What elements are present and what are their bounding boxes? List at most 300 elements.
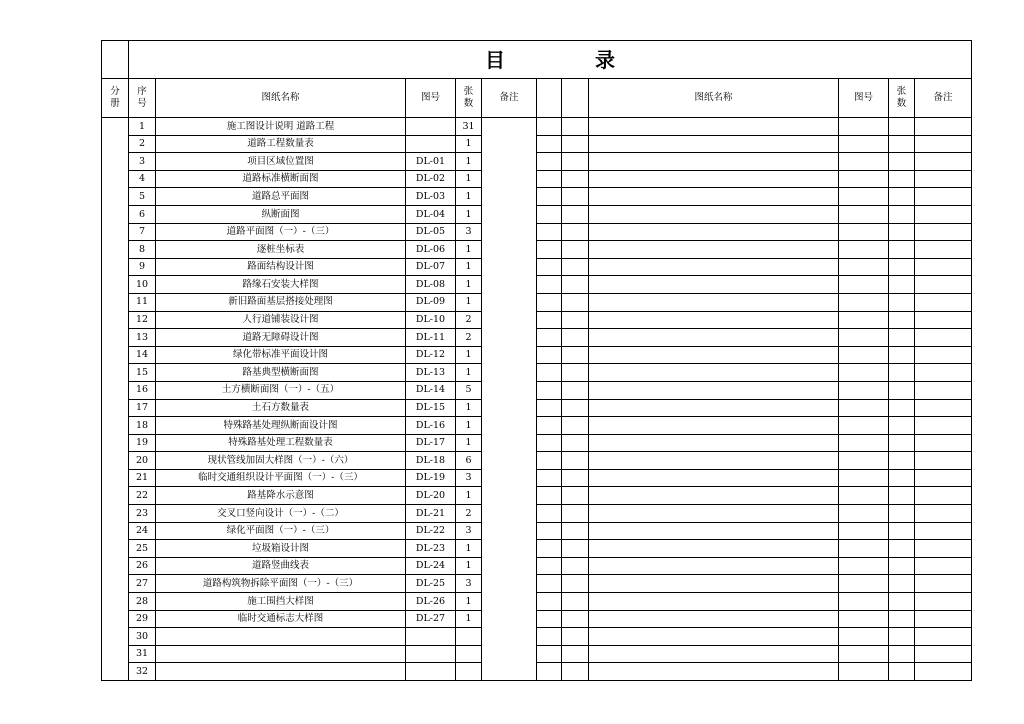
- header-seq: [129, 79, 156, 118]
- drawing-code-cell-right: [839, 399, 889, 417]
- table-row: [102, 311, 972, 329]
- sheet-count-cell: 3: [456, 469, 482, 487]
- drawing-code-cell-right: [839, 469, 889, 487]
- drawing-code-cell-right: [839, 188, 889, 206]
- blank-cell-right: [562, 170, 589, 188]
- sheet-count-cell-right: [889, 540, 915, 558]
- blank-cell-right: [562, 258, 589, 276]
- table-row: [102, 258, 972, 276]
- title-corner-cell: [102, 41, 129, 79]
- drawing-code-cell-right: [839, 293, 889, 311]
- blank-cell-left: [537, 276, 562, 294]
- sheet-count-cell: 1: [456, 610, 482, 628]
- sheet-count-cell: 6: [456, 452, 482, 470]
- sheet-count-cell: 1: [456, 293, 482, 311]
- header-volume-line2: 册: [110, 98, 120, 109]
- sheet-count-cell-right: [889, 399, 915, 417]
- drawing-code-cell: DL-20: [406, 487, 456, 505]
- drawing-code-cell-right: [839, 593, 889, 611]
- sheet-count-cell: 1: [456, 417, 482, 435]
- sheet-count-cell: 3: [456, 522, 482, 540]
- drawing-code-cell: DL-05: [406, 223, 456, 241]
- sheet-count-cell: [456, 645, 482, 663]
- drawing-code-cell: DL-18: [406, 452, 456, 470]
- drawing-name-cell-right: [589, 170, 839, 188]
- blank-cell-right: [562, 188, 589, 206]
- sheet-count-cell-right: [889, 557, 915, 575]
- table-row: [102, 188, 972, 206]
- drawing-name-cell: 道路竖曲线表: [156, 557, 406, 575]
- sheet-count-cell: 1: [456, 346, 482, 364]
- drawing-code-cell: DL-03: [406, 188, 456, 206]
- seq-cell: 18: [129, 417, 156, 435]
- drawing-name-cell-right: [589, 381, 839, 399]
- blank-cell-right: [562, 329, 589, 347]
- table-row: [102, 153, 972, 171]
- drawing-name-cell: 垃圾箱设计图: [156, 540, 406, 558]
- header-volume: [102, 79, 129, 118]
- sheet-count-cell: 3: [456, 223, 482, 241]
- drawing-code-cell-right: [839, 153, 889, 171]
- blank-cell-right: [562, 364, 589, 382]
- table-row: [102, 610, 972, 628]
- blank-cell-right: [562, 417, 589, 435]
- table-row: [102, 663, 972, 681]
- remark-cell-right: [915, 434, 972, 452]
- header-blank-right: [562, 79, 589, 118]
- blank-cell-right: [562, 557, 589, 575]
- drawing-code-cell: DL-23: [406, 540, 456, 558]
- sheet-count-cell: 2: [456, 505, 482, 523]
- table-row: [102, 505, 972, 523]
- drawing-code-cell: DL-01: [406, 153, 456, 171]
- drawing-name-cell: 道路构筑物拆除平面图（一）-（三）: [156, 575, 406, 593]
- sheet-count-cell-right: [889, 311, 915, 329]
- blank-cell-left: [537, 540, 562, 558]
- drawing-code-cell-right: [839, 241, 889, 259]
- table-row: [102, 452, 972, 470]
- header-sheets: [456, 79, 482, 118]
- table-row: [102, 522, 972, 540]
- table-row: [102, 645, 972, 663]
- remark-cell-right: [915, 575, 972, 593]
- remark-cell-right: [915, 241, 972, 259]
- blank-cell-left: [537, 346, 562, 364]
- drawing-code-cell: DL-24: [406, 557, 456, 575]
- drawing-code-cell: DL-09: [406, 293, 456, 311]
- remark-cell-right: [915, 364, 972, 382]
- drawing-code-cell-right: [839, 417, 889, 435]
- drawing-name-cell: 逐桩坐标表: [156, 241, 406, 259]
- drawing-name-cell-right: [589, 540, 839, 558]
- seq-cell: 6: [129, 205, 156, 223]
- sheet-count-cell-right: [889, 118, 915, 136]
- blank-cell-right: [562, 346, 589, 364]
- drawing-code-cell-right: [839, 364, 889, 382]
- seq-cell: 26: [129, 557, 156, 575]
- table-row: [102, 346, 972, 364]
- drawing-name-cell-right: [589, 346, 839, 364]
- seq-cell: 10: [129, 276, 156, 294]
- blank-cell-left: [537, 135, 562, 153]
- blank-cell-right: [562, 469, 589, 487]
- sheet-count-cell-right: [889, 628, 915, 646]
- sheet-count-cell-right: [889, 241, 915, 259]
- drawing-name-cell: 路基降水示意图: [156, 487, 406, 505]
- table-row: [102, 241, 972, 259]
- remark-cell-right: [915, 417, 972, 435]
- drawing-code-cell-right: [839, 434, 889, 452]
- table-row: [102, 417, 972, 435]
- drawing-name-cell-right: [589, 118, 839, 136]
- table-row: [102, 628, 972, 646]
- drawing-name-cell: 施工围挡大样图: [156, 593, 406, 611]
- sheet-count-cell: 2: [456, 329, 482, 347]
- drawing-name-cell-right: [589, 364, 839, 382]
- sheet-count-cell-right: [889, 170, 915, 188]
- drawing-name-cell-right: [589, 276, 839, 294]
- drawing-name-cell: 人行道铺装设计图: [156, 311, 406, 329]
- table-row: [102, 118, 972, 136]
- remark-cell-right: [915, 663, 972, 681]
- sheet-count-cell: 1: [456, 487, 482, 505]
- remark-cell-right: [915, 610, 972, 628]
- blank-cell-right: [562, 487, 589, 505]
- header-seq-line2: 号: [137, 98, 147, 109]
- drawing-name-cell-right: [589, 469, 839, 487]
- seq-cell: 13: [129, 329, 156, 347]
- blank-cell-right: [562, 522, 589, 540]
- seq-cell: 9: [129, 258, 156, 276]
- blank-cell-left: [537, 434, 562, 452]
- blank-cell-left: [537, 364, 562, 382]
- sheet-count-cell: 1: [456, 364, 482, 382]
- drawing-code-cell-right: [839, 610, 889, 628]
- drawing-code-cell-right: [839, 311, 889, 329]
- drawing-code-cell: DL-22: [406, 522, 456, 540]
- drawing-code-cell: DL-14: [406, 381, 456, 399]
- drawing-code-cell-right: [839, 628, 889, 646]
- blank-cell-left: [537, 153, 562, 171]
- blank-cell-right: [562, 241, 589, 259]
- seq-cell: 29: [129, 610, 156, 628]
- sheet-count-cell-right: [889, 469, 915, 487]
- blank-cell-right: [562, 135, 589, 153]
- seq-cell: 20: [129, 452, 156, 470]
- drawing-name-cell: 道路工程数量表: [156, 135, 406, 153]
- drawing-code-cell: DL-25: [406, 575, 456, 593]
- drawing-code-cell: [406, 135, 456, 153]
- drawing-name-cell-right: [589, 399, 839, 417]
- drawing-name-cell: 特殊路基处理工程数量表: [156, 434, 406, 452]
- table-row: [102, 593, 972, 611]
- blank-cell-left: [537, 311, 562, 329]
- header-seq-line1: 序: [137, 86, 147, 98]
- header-remark-right: 备注: [915, 79, 972, 118]
- blank-cell-right: [562, 593, 589, 611]
- drawing-name-cell-right: [589, 205, 839, 223]
- volume-cell: [102, 118, 129, 681]
- drawing-code-cell: [406, 663, 456, 681]
- blank-cell-left: [537, 557, 562, 575]
- drawing-name-cell: 绿化带标准平面设计图: [156, 346, 406, 364]
- remark-cell-right: [915, 628, 972, 646]
- drawing-name-cell-right: [589, 223, 839, 241]
- blank-cell-right: [562, 452, 589, 470]
- drawing-code-cell: DL-19: [406, 469, 456, 487]
- drawing-name-cell: 路基典型横断面图: [156, 364, 406, 382]
- sheet-count-cell: 2: [456, 311, 482, 329]
- seq-cell: 11: [129, 293, 156, 311]
- drawing-code-cell: DL-17: [406, 434, 456, 452]
- sheet-count-cell-right: [889, 452, 915, 470]
- drawing-name-cell: 土方横断面图（一）-（五）: [156, 381, 406, 399]
- blank-cell-right: [562, 434, 589, 452]
- sheet-count-cell: 1: [456, 241, 482, 259]
- seq-cell: 8: [129, 241, 156, 259]
- remark-cell-right: [915, 381, 972, 399]
- sheet-count-cell: 3: [456, 575, 482, 593]
- drawing-name-cell-right: [589, 557, 839, 575]
- drawing-code-cell-right: [839, 540, 889, 558]
- blank-cell-right: [562, 276, 589, 294]
- blank-cell-left: [537, 170, 562, 188]
- sheet-count-cell-right: [889, 522, 915, 540]
- seq-cell: 15: [129, 364, 156, 382]
- sheet-count-cell-right: [889, 346, 915, 364]
- seq-cell: 12: [129, 311, 156, 329]
- page-title: 目录: [485, 47, 706, 72]
- drawing-name-cell-right: [589, 329, 839, 347]
- drawing-code-cell: DL-16: [406, 417, 456, 435]
- drawing-name-cell: 道路平面图（一）-（三）: [156, 223, 406, 241]
- drawing-code-cell-right: [839, 205, 889, 223]
- blank-cell-left: [537, 505, 562, 523]
- table-row: [102, 364, 972, 382]
- drawing-name-cell: 绿化平面图（一）-（三）: [156, 522, 406, 540]
- blank-cell-right: [562, 645, 589, 663]
- remark-cell-right: [915, 645, 972, 663]
- remark-cell-right: [915, 293, 972, 311]
- drawing-code-cell-right: [839, 575, 889, 593]
- drawing-code-cell-right: [839, 663, 889, 681]
- seq-cell: 22: [129, 487, 156, 505]
- header-sheets-line1: 张: [463, 86, 474, 98]
- sheet-count-cell: 1: [456, 399, 482, 417]
- drawing-code-cell-right: [839, 329, 889, 347]
- drawing-name-cell-right: [589, 645, 839, 663]
- seq-cell: 28: [129, 593, 156, 611]
- remark-cell-right: [915, 346, 972, 364]
- drawing-name-cell: 纵断面图: [156, 205, 406, 223]
- blank-cell-left: [537, 645, 562, 663]
- drawing-name-cell-right: [589, 663, 839, 681]
- drawing-name-cell-right: [589, 135, 839, 153]
- sheet-count-cell-right: [889, 487, 915, 505]
- seq-cell: 2: [129, 135, 156, 153]
- drawing-name-cell-right: [589, 575, 839, 593]
- seq-cell: 7: [129, 223, 156, 241]
- blank-cell-left: [537, 118, 562, 136]
- seq-cell: 27: [129, 575, 156, 593]
- sheet-count-cell: 1: [456, 153, 482, 171]
- drawing-name-cell-right: [589, 241, 839, 259]
- drawing-code-cell: DL-13: [406, 364, 456, 382]
- sheet-count-cell: 1: [456, 135, 482, 153]
- drawing-code-cell: DL-12: [406, 346, 456, 364]
- blank-cell-left: [537, 188, 562, 206]
- blank-cell-left: [537, 241, 562, 259]
- blank-cell-right: [562, 293, 589, 311]
- drawing-name-cell: 道路标准横断面图: [156, 170, 406, 188]
- seq-cell: 31: [129, 645, 156, 663]
- seq-cell: 21: [129, 469, 156, 487]
- seq-cell: 30: [129, 628, 156, 646]
- sheet-count-cell-right: [889, 593, 915, 611]
- header-sheets-line2: 数: [463, 98, 474, 109]
- remark-cell-right: [915, 505, 972, 523]
- table-row: [102, 487, 972, 505]
- remark-cell-right: [915, 223, 972, 241]
- drawing-code-cell: DL-10: [406, 311, 456, 329]
- drawing-code-cell-right: [839, 381, 889, 399]
- header-sheets-right: [889, 79, 915, 118]
- remark-cell-right: [915, 135, 972, 153]
- drawing-name-cell-right: [589, 434, 839, 452]
- seq-cell: 19: [129, 434, 156, 452]
- drawing-code-cell-right: [839, 487, 889, 505]
- remark-cell-right: [915, 205, 972, 223]
- drawing-code-cell-right: [839, 135, 889, 153]
- sheet-count-cell: 31: [456, 118, 482, 136]
- drawing-code-cell: DL-21: [406, 505, 456, 523]
- seq-cell: 25: [129, 540, 156, 558]
- header-code-right: 图号: [839, 79, 889, 118]
- sheet-count-cell: [456, 663, 482, 681]
- blank-cell-left: [537, 663, 562, 681]
- drawing-code-cell-right: [839, 170, 889, 188]
- blank-cell-left: [537, 293, 562, 311]
- seq-cell: 3: [129, 153, 156, 171]
- drawing-code-cell: DL-26: [406, 593, 456, 611]
- drawing-name-cell: 现状管线加固大样图（一）-（六）: [156, 452, 406, 470]
- drawing-name-cell-right: [589, 452, 839, 470]
- sheet-count-cell: 1: [456, 188, 482, 206]
- table-row: [102, 205, 972, 223]
- drawing-name-cell: 路缘石安装大样图: [156, 276, 406, 294]
- remark-cell-right: [915, 593, 972, 611]
- drawing-name-cell-right: [589, 487, 839, 505]
- blank-cell-left: [537, 417, 562, 435]
- seq-cell: 24: [129, 522, 156, 540]
- drawing-name-cell-right: [589, 311, 839, 329]
- header-row: [102, 79, 972, 118]
- table-row: [102, 170, 972, 188]
- drawing-index-table: [101, 40, 972, 681]
- blank-cell-right: [562, 505, 589, 523]
- blank-cell-left: [537, 399, 562, 417]
- sheet-count-cell: 1: [456, 540, 482, 558]
- drawing-code-cell: DL-15: [406, 399, 456, 417]
- drawing-code-cell: DL-04: [406, 205, 456, 223]
- remark-cell-right: [915, 469, 972, 487]
- remark-cell-right: [915, 170, 972, 188]
- sheet-count-cell: 5: [456, 381, 482, 399]
- table-row: [102, 329, 972, 347]
- header-name-right: 图纸名称: [589, 79, 839, 118]
- drawing-name-cell-right: [589, 593, 839, 611]
- blank-cell-right: [562, 540, 589, 558]
- blank-cell-right: [562, 610, 589, 628]
- blank-cell-left: [537, 487, 562, 505]
- sheet-count-cell-right: [889, 293, 915, 311]
- blank-cell-left: [537, 628, 562, 646]
- seq-cell: 4: [129, 170, 156, 188]
- sheet-count-cell-right: [889, 188, 915, 206]
- blank-cell-left: [537, 205, 562, 223]
- blank-cell-right: [562, 575, 589, 593]
- drawing-name-cell-right: [589, 610, 839, 628]
- table-row: [102, 557, 972, 575]
- blank-cell-right: [562, 311, 589, 329]
- title-row: [102, 41, 972, 79]
- drawing-code-cell-right: [839, 557, 889, 575]
- sheet-count-cell-right: [889, 329, 915, 347]
- drawing-code-cell: DL-07: [406, 258, 456, 276]
- header-code: 图号: [406, 79, 456, 118]
- seq-cell: 32: [129, 663, 156, 681]
- drawing-code-cell-right: [839, 346, 889, 364]
- drawing-name-cell: 道路总平面图: [156, 188, 406, 206]
- seq-cell: 5: [129, 188, 156, 206]
- drawing-name-cell-right: [589, 522, 839, 540]
- header-volume-line1: 分: [110, 86, 120, 98]
- sheet-count-cell-right: [889, 381, 915, 399]
- drawing-name-cell-right: [589, 188, 839, 206]
- drawing-name-cell: 交叉口竖向设计（一）-（二）: [156, 505, 406, 523]
- blank-cell-left: [537, 593, 562, 611]
- header-name: 图纸名称: [156, 79, 406, 118]
- blank-cell-right: [562, 399, 589, 417]
- sheet-count-cell-right: [889, 205, 915, 223]
- blank-cell-left: [537, 329, 562, 347]
- table-row: [102, 575, 972, 593]
- seq-cell: 17: [129, 399, 156, 417]
- remark-cell-right: [915, 276, 972, 294]
- drawing-code-cell: DL-02: [406, 170, 456, 188]
- sheet-count-cell-right: [889, 364, 915, 382]
- sheet-count-cell: [456, 628, 482, 646]
- sheet-count-cell-right: [889, 645, 915, 663]
- remark-cell-right: [915, 118, 972, 136]
- drawing-name-cell: 临时交通标志大样图: [156, 610, 406, 628]
- drawing-code-cell: [406, 628, 456, 646]
- remark-cell-right: [915, 452, 972, 470]
- blank-cell-right: [562, 153, 589, 171]
- blank-cell-right: [562, 628, 589, 646]
- remark-cell-right: [915, 540, 972, 558]
- drawing-code-cell: DL-06: [406, 241, 456, 259]
- remark-cell-right: [915, 329, 972, 347]
- drawing-code-cell-right: [839, 452, 889, 470]
- blank-cell-left: [537, 223, 562, 241]
- sheet-count-cell-right: [889, 434, 915, 452]
- drawing-name-cell: [156, 663, 406, 681]
- table-row: [102, 434, 972, 452]
- header-remark: 备注: [482, 79, 537, 118]
- blank-cell-left: [537, 610, 562, 628]
- sheet-count-cell-right: [889, 663, 915, 681]
